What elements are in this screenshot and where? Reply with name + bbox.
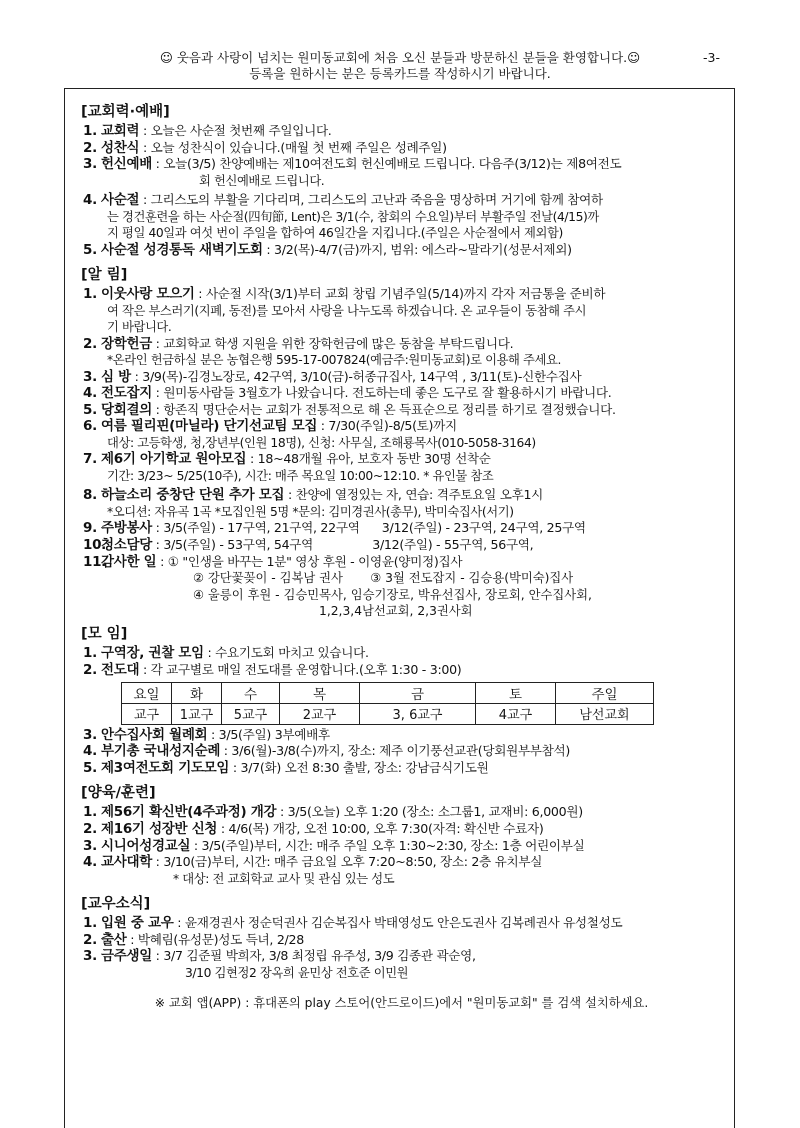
table-cell: 3, 6교구 [360, 703, 476, 724]
table-header-cell: 목 [280, 682, 360, 703]
list-item: 3. 금주생일 : 3/7 김준필 박희자, 3/8 최정립 유주성, 3/9 김종관 곽순영, [83, 948, 476, 965]
table-header-cell: 화 [172, 682, 222, 703]
list-item: 1. 교회력 : 오늘은 사순절 첫번째 주일입니다. [83, 123, 332, 139]
list-item: 3. 안수집사회 월례회 : 3/5(주일) 3부예배후 [83, 726, 330, 743]
list-item: 4. 교사대학 : 3/10(금)부터, 시간: 매주 금요일 오후 7:20~8:50, 장소: 2층 유치부실 [83, 854, 543, 871]
section-title-meetings: [모 임] [81, 626, 128, 643]
list-item: 2. 제16기 성장반 신청 : 4/6(목) 개강, 오전 10:00, 오후 7:30(자격: 확신반 수료자) [83, 820, 544, 837]
section-title-calendar: [교회력·예배] [81, 104, 170, 120]
list-item-cont: 지 평일 40일과 여섯 번이 주일을 합하여 46일간을 지킵니다.(주일은 사순절에서 제외함) [107, 226, 563, 241]
list-item-cont: 1,2,3,4남선교회, 2,3권사회 [319, 603, 473, 618]
list-item: 2. 장학헌금 : 교회학교 학생 지원을 위한 장학헌금에 많은 동참을 부탁드립니다. [83, 335, 514, 352]
list-item-cont: 회 헌신예배로 드립니다. [199, 173, 325, 188]
list-item: 1. 이웃사랑 모으기 : 사순절 시작(3/1)부터 교회 창립 기념주일(5/14)까지 각자 저금통을 준비하 [83, 286, 606, 303]
list-item: 1. 입원 중 교우 : 윤재경권사 정순덕권사 김순복집사 박태영성도 안은도권사 김복례권사 유성철성도 [83, 915, 623, 932]
table-cell: 2교구 [280, 703, 360, 724]
list-item: 3. 시니어성경교실 : 3/5(주일)부터, 시간: 매주 주일 오후 1:30~2:30, 장소: 1층 어린이부실 [83, 837, 585, 854]
welcome-line: ☺ 웃음과 사랑이 넘치는 원미동교회에 처음 오신 분들과 방문하신 분들을 환영합니다.☺ [159, 50, 641, 65]
table-header-cell: 금 [360, 682, 476, 703]
list-item: 2. 성찬식 : 오늘 성찬식이 있습니다.(매월 첫 번째 주일은 성례주일) [83, 139, 447, 156]
list-item-cont: 대상: 고등학생, 청,장년부(인원 18명), 신청: 사무실, 조해룡목사(010-5058-3164) [107, 435, 536, 450]
list-item-cont: 3/10 김현정2 장옥희 윤민상 전호준 이민원 [185, 965, 409, 980]
list-item: 4. 전도잡지 : 원미동사람들 3월호가 나왔습니다. 전도하는데 좋은 도구로 잘 활용하시기 바랍니다. [83, 385, 612, 402]
list-item-cont: * 대상: 전 교회학교 교사 및 관심 있는 성도 [173, 871, 395, 886]
list-item: 2. 전도대 : 각 교구별로 매일 전도대를 운영합니다.(오후 1:30 - 3:00) [83, 661, 462, 678]
table-header-cell: 요일 [122, 682, 172, 703]
list-item: 11. 감사한 일 : ① "인생을 바꾸는 1분" 영상 후원 - 이영윤(양미정)집사 [83, 553, 463, 570]
list-item-cont: 는 경건훈련을 하는 사순절(四旬節, Lent)은 3/1(수, 참회의 수요일)부터 부활주일 전날(4/15)까 [107, 209, 599, 224]
list-item-cont: ② 강단꽃꽂이 - 김복남 권사 ③ 3월 전도잡지 - 김승용(박미숙)집사 [193, 571, 574, 586]
list-item: 5. 제3여전도회 기도모임 : 3/7(화) 오전 8:30 출발, 장소: 강남금식기도원 [83, 759, 489, 776]
page-number: -3- [703, 50, 720, 65]
list-item: 3. 심 방 : 3/9(목)-김경노장로, 42구역, 3/10(금)-허종규집사, 14구역 , 3/11(토)-신한수집사 [83, 368, 582, 385]
list-item: 1. 구역장, 권찰 모임 : 수요기도회 마치고 있습니다. [83, 645, 369, 662]
registration-line: 등록을 원하시는 분은 등록카드를 작성하시기 바랍니다. [249, 66, 551, 81]
list-item-cont: 기간: 3/23~ 5/25(10주), 시간: 매주 목요일 10:00~12:10. * 유인물 참조 [107, 468, 494, 483]
header [0, 50, 800, 82]
table-row [122, 703, 654, 724]
section-title-notices: [알 림] [81, 267, 128, 284]
table-cell: 5교구 [222, 703, 280, 724]
list-item: 5. 당회결의 : 항존직 명단순서는 교회가 전통적으로 해 온 득표순으로 정리를 하기로 결정했습니다. [83, 401, 616, 418]
list-item-cont: *온라인 헌금하실 분은 농협은행 595-17-007824(예금주:원미동교회)로 이용해 주세요. [107, 353, 561, 368]
table-header-cell: 수 [222, 682, 280, 703]
list-item-cont: 여 작은 부스러기(지폐, 동전)를 모아서 사랑을 나누도록 하겠습니다. 온 교우들이 동참해 주시 [107, 303, 587, 318]
list-item-cont: ④ 울릉이 후원 - 김승민목사, 임승기장로, 박유선집사, 장로회, 안수집사회, [193, 587, 592, 602]
evangelism-schedule-table [121, 682, 654, 725]
table-cell: 남선교회 [556, 703, 654, 724]
list-item: 10. 청소담당 : 3/5(주일) - 53구역, 54구역 3/12(주일) - 55구역, 56구역, [83, 536, 534, 553]
section-title-members: [교우소식] [81, 896, 151, 913]
table-cell: 교구 [122, 703, 172, 724]
list-item-cont: *오디션: 자유곡 1곡 *모집인원 5명 *문의: 김미경권사(총무), 박미숙집사(서기) [107, 504, 514, 519]
list-item: 4. 사순절 : 그리스도의 부활을 기다리며, 그리스도의 고난과 죽음을 명상하며 거기에 함께 참여하 [83, 192, 603, 209]
list-item: 2. 출산 : 박혜림(유성문)성도 득녀, 2/28 [83, 931, 304, 948]
list-item: 4. 부기총 국내성지순례 : 3/6(월)-3/8(수)까지, 장소: 제주 이기풍선교관(당회원부부참석) [83, 743, 571, 760]
list-item: 6. 여름 필리핀(마닐라) 단기선교팀 모집 : 7/30(주일)-8/5(토)까지 [83, 418, 457, 435]
list-item: 8. 하늘소리 중창단 단원 추가 모집 : 찬양에 열정있는 자, 연습: 격주토요일 오후1시 [83, 487, 544, 504]
church-app-note: ※ 교회 앱(APP) : 휴대폰의 play 스토어(안드로이드)에서 "원미동교회" 를 검색 설치하세요. [154, 996, 649, 1011]
bulletin-box [64, 88, 735, 1128]
table-header-cell: 주일 [556, 682, 654, 703]
list-item-cont: 기 바랍니다. [107, 320, 172, 335]
section-title-training: [양육/훈련] [81, 785, 156, 802]
table-header-row [122, 682, 654, 703]
list-item: 5. 사순절 성경통독 새벽기도회 : 3/2(목)-4/7(금)까지, 범위: 에스라~말라기(성문서제외) [83, 241, 572, 258]
table-cell: 1교구 [172, 703, 222, 724]
list-item: 1. 제56기 확신반(4주과정) 개강 : 3/5(오늘) 오후 1:20 (장소: 소그룹1, 교재비: 6,000원) [83, 804, 583, 821]
table-cell: 4교구 [476, 703, 556, 724]
table-header-cell: 토 [476, 682, 556, 703]
list-item: 9. 주방봉사 : 3/5(주일) - 17구역, 21구역, 22구역 3/12(주일) - 23구역, 24구역, 25구역 [83, 520, 586, 537]
list-item: 3. 헌신예배 : 오늘(3/5) 찬양예배는 제10여전도회 헌신예배로 드립니다. 다음주(3/12)는 제8여전도 [83, 156, 622, 173]
list-item: 7. 제6기 아기학교 원아모집 : 18~48개월 유아, 보호자 동반 30명 선착순 [83, 451, 491, 468]
